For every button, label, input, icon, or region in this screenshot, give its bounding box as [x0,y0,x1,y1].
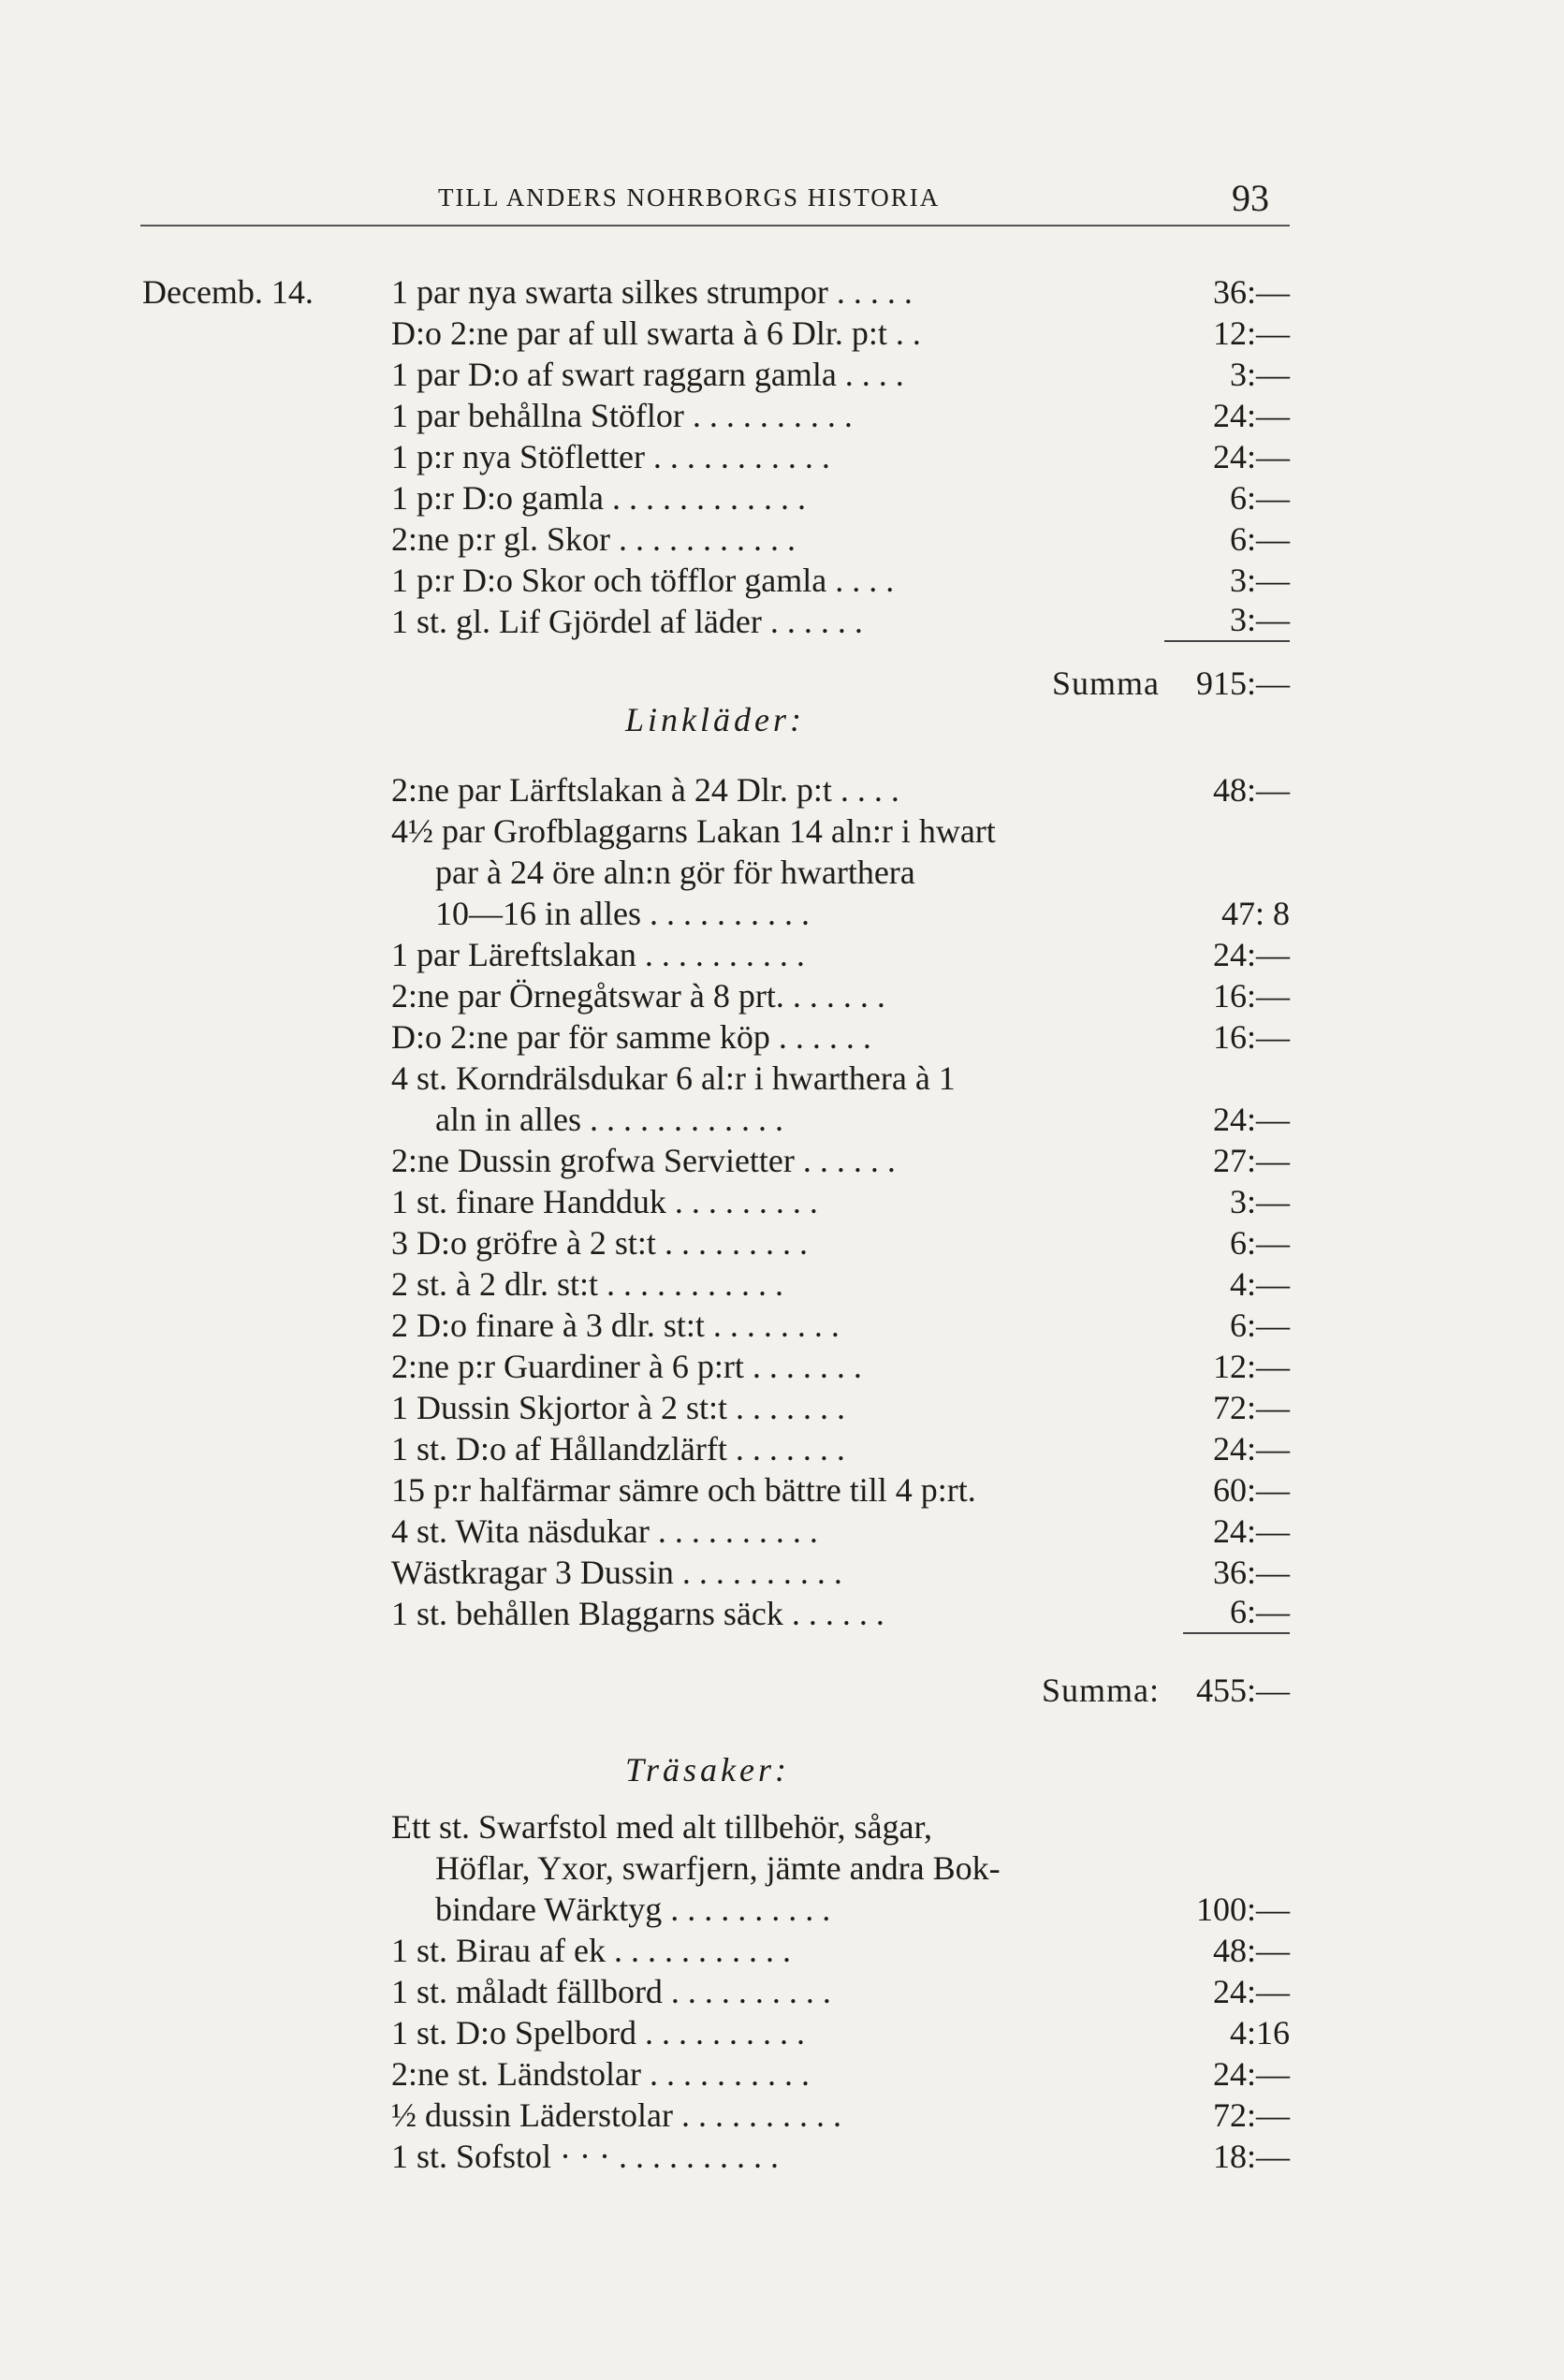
list-item [0,2136,1564,2177]
item-text: ½ dussin Läderstolar . . . . . . . . . . [391,2096,841,2134]
list-item [0,893,1564,934]
sum-label: Summa: [1041,1672,1160,1709]
item-amount: 36:— [1212,1554,1290,1591]
list-item [0,518,1564,560]
list-item [0,313,1564,354]
list-item [0,436,1564,477]
item-amount: 24:— [1212,2055,1290,2093]
item-amount: 3:— [1229,1183,1290,1220]
item-text: D:o 2:ne par för samme köp . . . . . . [391,1018,871,1056]
list-item [0,769,1564,810]
item-amount: 12:— [1212,314,1290,352]
running-title: TILL ANDERS NOHRBORGS HISTORIA [438,183,941,212]
item-amount: 100:— [1195,1891,1290,1928]
item-amount: 6:— [1229,520,1290,558]
header-rule [140,225,1290,226]
item-text: 1 st. behållen Blaggarns säck . . . . . . [391,1595,884,1632]
item-text: D:o 2:ne par af ull swarta à 6 Dlr. p:t . . [391,314,921,352]
page-number: 93 [1232,177,1269,219]
item-text: Wästkragar 3 Dussin . . . . . . . . . . [391,1554,842,1591]
running-header [140,178,1292,226]
item-text: 4 st. Korndrälsdukar 6 al:r i hwarthera à 1 [391,1059,956,1097]
item-text: 2 D:o finare à 3 dlr. st:t . . . . . . . . [391,1307,840,1344]
item-amount: 24:— [1212,1101,1290,1138]
item-text: 1 st. finare Handduk . . . . . . . . . [391,1183,818,1220]
item-amount: 3:— [1164,601,1290,642]
list-item [0,1305,1564,1346]
list-item [0,395,1564,436]
item-text: 1 par nya swarta silkes strumpor . . . . . [391,273,913,311]
item-amount: 4:— [1229,1265,1290,1303]
list-item [0,934,1564,975]
list-item [0,1806,1564,1847]
list-item [0,1099,1564,1140]
sum-amount: 915:— [1195,664,1290,702]
list-item [0,1181,1564,1222]
list-item [0,271,1564,313]
item-text: 1 p:r D:o gamla . . . . . . . . . . . . [391,479,806,517]
item-amount: 6:— [1229,1307,1290,1344]
item-amount: 6:— [1229,1224,1290,1262]
item-text: 1 st. D:o Spelbord . . . . . . . . . . [391,2014,806,2051]
item-text: Höflar, Yxor, swarfjern, jämte andra Bok- [435,1849,1001,1887]
list-item [0,1263,1564,1305]
list-item [0,477,1564,518]
item-text: 2 st. à 2 dlr. st:t . . . . . . . . . . . [391,1265,784,1303]
item-amount: 27:— [1212,1142,1290,1179]
item-text: 4½ par Grofblaggarns Lakan 14 aln:r i hwart [391,812,996,850]
list-item [0,354,1564,395]
item-amount: 18:— [1212,2138,1290,2175]
list-item [0,810,1564,852]
item-text: 2:ne st. Ländstolar . . . . . . . . . . [391,2055,810,2093]
list-item [0,2095,1564,2136]
item-amount: 24:— [1212,1430,1290,1467]
item-amount: 24:— [1212,397,1290,434]
list-item [0,1222,1564,1263]
item-text: Ett st. Swarfstol med alt tillbehör, sågar, [391,1808,933,1846]
item-amount: 16:— [1212,977,1290,1015]
item-amount: 16:— [1212,1018,1290,1056]
item-text: 2:ne Dussin grofwa Servietter . . . . . . [391,1142,896,1179]
list-item [0,975,1564,1016]
item-amount: 60:— [1212,1471,1290,1509]
item-amount: 4:16 [1229,2014,1290,2051]
item-text: 1 Dussin Skjortor à 2 st:t . . . . . . . [391,1389,846,1426]
item-text: 1 par D:o af swart raggarn gamla . . . . [391,356,904,393]
item-text: 2:ne par Örnegåtswar à 8 prt. . . . . . . [391,977,885,1015]
list-item [0,601,1564,642]
sum-label: Summa [1051,664,1160,702]
item-text: 4 st. Wita näsdukar . . . . . . . . . . [391,1512,818,1550]
item-text: aln in alles . . . . . . . . . . . . [435,1101,783,1138]
sum-row [0,663,1564,704]
item-amount: 47: 8 [1221,895,1290,932]
list-item [0,1058,1564,1099]
list-item [0,1593,1564,1634]
sum-amount: 455:— [1195,1672,1290,1709]
list-item [0,1387,1564,1428]
item-amount: 24:— [1212,438,1290,475]
item-text: 1 st. Sofstol · · · . . . . . . . . . . [391,2138,779,2175]
item-text: 15 p:r halfärmar sämre och bättre till 4 p:rt. [391,1471,976,1509]
item-amount: 48:— [1212,1932,1290,1969]
item-text: 1 p:r nya Stöfletter . . . . . . . . . . . [391,438,830,475]
list-item [0,852,1564,893]
list-item [0,2012,1564,2053]
sum-row [0,1670,1564,1711]
item-amount: 36:— [1212,273,1290,311]
list-item [0,1511,1564,1552]
item-text: 2:ne p:r Guardiner à 6 p:rt . . . . . . . [391,1348,862,1385]
list-item [0,1016,1564,1058]
entry-date: Decemb. 14. [142,273,314,311]
item-text: 1 par Läreftslakan . . . . . . . . . . [391,936,805,973]
list-item [0,1847,1564,1889]
list-item [0,2053,1564,2095]
item-text: bindare Wärktyg . . . . . . . . . . [435,1891,831,1928]
item-text: 1 p:r D:o Skor och töfflor gamla . . . . [391,562,895,599]
item-text: 1 st. gl. Lif Gjördel af läder . . . . . . [391,603,863,640]
item-text: 1 st. måladt fällbord . . . . . . . . . . [391,1973,831,2010]
list-item [0,1140,1564,1181]
item-amount: 12:— [1212,1348,1290,1385]
item-text: 1 st. D:o af Hållandzlärft . . . . . . . [391,1430,845,1467]
item-text: 1 st. Birau af ek . . . . . . . . . . . [391,1932,791,1969]
item-text: par à 24 öre aln:n gör för hwarthera [435,854,915,891]
item-text: 1 par behållna Stöflor . . . . . . . . . . [391,397,853,434]
list-item [0,1346,1564,1387]
item-amount: 24:— [1212,1512,1290,1550]
item-text: 2:ne par Lärftslakan à 24 Dlr. p:t . . . . [391,771,899,809]
item-amount: 72:— [1212,1389,1290,1426]
list-item [0,1552,1564,1593]
item-amount: 24:— [1212,1973,1290,2010]
section-heading: Linkläder: [625,701,805,738]
item-amount: 3:— [1229,356,1290,393]
list-item [0,1971,1564,2012]
item-amount: 24:— [1212,936,1290,973]
item-text: 10—16 in alles . . . . . . . . . . [435,895,810,932]
item-amount: 3:— [1229,562,1290,599]
item-amount: 72:— [1212,2096,1290,2134]
item-amount: 6:— [1229,479,1290,517]
list-item [0,1469,1564,1511]
list-item [0,1428,1564,1469]
list-item [0,1930,1564,1971]
item-text: 3 D:o gröfre à 2 st:t . . . . . . . . . [391,1224,808,1262]
item-text: 2:ne p:r gl. Skor . . . . . . . . . . . [391,520,796,558]
list-item [0,560,1564,601]
list-item [0,1889,1564,1930]
item-amount: 6:— [1183,1593,1290,1634]
section-heading: Träsaker: [625,1751,791,1789]
item-amount: 48:— [1212,771,1290,809]
